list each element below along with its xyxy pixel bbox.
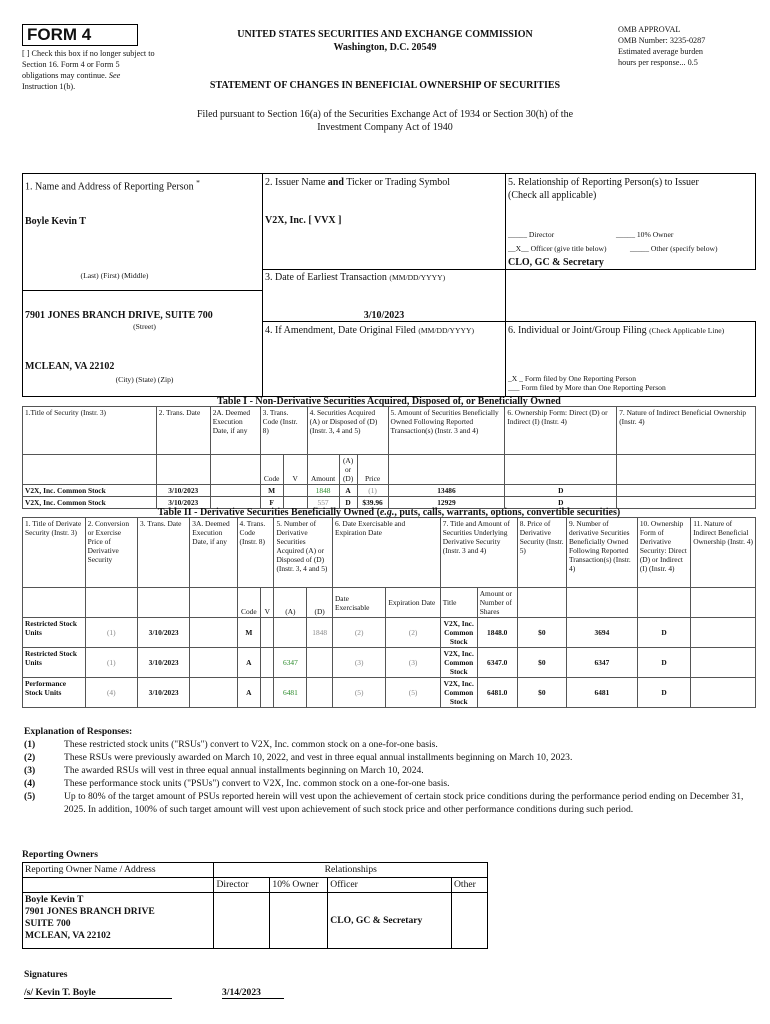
t2-sub-title: Title bbox=[440, 588, 477, 618]
explanation-of-responses bbox=[24, 725, 754, 816]
owners-col-name: Reporting Owner Name / Address bbox=[23, 863, 214, 878]
t2-sub-d: (D) bbox=[307, 588, 333, 618]
table-row bbox=[23, 893, 488, 949]
earliest-transaction-date: 3/10/2023 bbox=[363, 310, 405, 321]
table1-title: Table I - Non-Derivative Securities Acquired, Disposed of, or Beneficially Owned bbox=[217, 396, 561, 407]
statement-title: STATEMENT OF CHANGES IN BENEFICIAL OWNERSHIP OF SECURITIES bbox=[209, 80, 561, 91]
t2-sub-amount: Amount or Number of Shares bbox=[477, 588, 517, 618]
name-parts-label: (Last) (First) (Middle) bbox=[80, 271, 149, 280]
footnote-1: (1) These restricted stock units ("RSUs") convert to V2X, Inc. common stock on a one-for-one basis. bbox=[24, 739, 438, 750]
table-row: V2X, Inc. Common Stock 3/10/2023 M 1848 A (1) 13486 D bbox=[23, 485, 756, 497]
one-person-checkbox[interactable]: _X _ Form filed by One Reporting Person bbox=[508, 374, 637, 383]
t2-header-owned: 9. Number of derivative Securities Beneficially Owned Following Reported Transaction(s) (Instr. 4) bbox=[567, 518, 638, 588]
street-label: (Street) bbox=[133, 322, 156, 331]
t2-sub-code: Code bbox=[237, 588, 261, 618]
signatures-title: Signatures bbox=[24, 969, 68, 980]
box4-label: 4. If Amendment, Date Original Filed (MM/DD/YYYY) bbox=[265, 325, 474, 336]
divider bbox=[22, 290, 263, 291]
t1-sub-price: Price bbox=[357, 455, 388, 485]
owners-col-officer: Officer bbox=[328, 878, 452, 893]
t2-sub-v: V bbox=[261, 588, 274, 618]
reporting-owners-title: Reporting Owners bbox=[22, 849, 98, 860]
t2-sub-exercisable: Date Exercisable bbox=[332, 588, 385, 618]
footnote-5: (5) Up to 80% of the target amount of PSUs reported herein will vest upon the achievement of certain stock price conditions during the performance period ending on December 31, 2025. In addition, 100% of such target amount will vest upon achievement of such stock price and other performance conditions during such period. bbox=[24, 791, 744, 815]
table1-non-derivative bbox=[22, 406, 756, 509]
t2-sub-expiration: Expiration Date bbox=[386, 588, 440, 618]
t2-header-title: 1. Title of Derivate Security (Instr. 3) bbox=[23, 518, 86, 588]
t1-header-owned: 5. Amount of Securities Beneficially Owned Following Reported Transaction(s) (Instr. 3 and 4) bbox=[388, 407, 505, 455]
officer-title: CLO, GC & Secretary bbox=[508, 257, 604, 268]
director-checkbox[interactable]: _____ Director bbox=[508, 230, 555, 239]
box5-label: 5. Relationship of Reporting Person(s) to Issuer bbox=[508, 177, 699, 188]
t1-sub-amount: Amount bbox=[307, 455, 339, 485]
t1-header-deemed: 2A. Deemed Execution Date, if any bbox=[210, 407, 260, 455]
t2-header-dates: 6. Date Exercisable and Expiration Date bbox=[332, 518, 440, 588]
table-row: V2X, Inc. Common Stock 3/10/2023 F 557 D $39.96 12929 D bbox=[23, 497, 756, 509]
t1-header-date: 2. Trans. Date bbox=[156, 407, 210, 455]
form-title: FORM 4 bbox=[22, 24, 138, 46]
t1-header-acquired: 4. Securities Acquired (A) or Disposed of (D) (Instr. 3, 4 and 5) bbox=[307, 407, 388, 455]
box2-label: 2. Issuer Name and Ticker or Trading Symbol bbox=[265, 177, 451, 188]
t1-header-code: 3. Trans. Code (Instr. 8) bbox=[260, 407, 307, 455]
issuer-name: V2X, Inc. [ VVX ] bbox=[265, 215, 342, 226]
city-state-zip: MCLEAN, VA 22102 bbox=[25, 361, 115, 372]
owners-col-director: Director bbox=[214, 878, 270, 893]
t1-sub-code: Code bbox=[260, 455, 283, 485]
table-row: Performance Stock Units (4) 3/10/2023 A 6481 (5) (5) V2X, Inc. Common Stock 6481.0 $0 6481 D bbox=[23, 678, 756, 708]
footnote-4: (4) These performance stock units ("PSUs") convert to V2X, Inc. common stock on a one-for-one basis. bbox=[24, 778, 450, 789]
street-address: 7901 JONES BRANCH DRIVE, SUITE 700 bbox=[25, 310, 213, 321]
t2-header-nature: 11. Nature of Indirect Beneficial Ownership (Instr. 4) bbox=[691, 518, 756, 588]
t2-header-date: 3. Trans. Date bbox=[137, 518, 189, 588]
explanation-title: Explanation of Responses: bbox=[24, 726, 133, 737]
ten-percent-owner-checkbox[interactable]: _____ 10% Owner bbox=[616, 230, 674, 239]
t2-header-conversion: 2. Conversion or Exercise Price of Derivative Security bbox=[85, 518, 137, 588]
table2-derivative bbox=[22, 517, 756, 708]
t2-sub-a: (A) bbox=[274, 588, 307, 618]
t1-header-title: 1.Title of Security (Instr. 3) bbox=[23, 407, 157, 455]
reporting-owners-table bbox=[22, 862, 488, 949]
reporting-person-name: Boyle Kevin T bbox=[25, 216, 86, 227]
footnote-3: (3) The awarded RSUs will vest in three equal annual installments beginning on March 10, 2024. bbox=[24, 765, 424, 776]
t2-header-deemed: 3A. Deemed Execution Date, if any bbox=[190, 518, 237, 588]
t2-header-price: 8. Price of Derivative Security (Instr. 5) bbox=[517, 518, 566, 588]
t1-header-form: 6. Ownership Form: Direct (D) or Indirect (I) (Instr. 4) bbox=[505, 407, 617, 455]
section16-check-note: [ ] Check this box if no longer subject to Section 16. Form 4 or Form 5 obligations may continue. See Instruction 1(b). bbox=[22, 49, 155, 91]
table-row: Restricted Stock Units (1) 3/10/2023 A 6347 (3) (3) V2X, Inc. Common Stock 6347.0 $0 6347 D bbox=[23, 648, 756, 678]
owners-col-other: Other bbox=[452, 878, 488, 893]
t2-header-underlying: 7. Title and Amount of Securities Underlying Derivative Security (Instr. 3 and 4) bbox=[440, 518, 517, 588]
t1-sub-v: V bbox=[283, 455, 307, 485]
t2-header-form: 10. Ownership Form of Derivative Security: Direct (D) or Indirect (I) (Instr. 4) bbox=[637, 518, 690, 588]
footnote-2: (2) These RSUs were previously awarded on March 10, 2022, and vest in three equal annual installments beginning on March 10, 2023. bbox=[24, 752, 573, 763]
box6-label: 6. Individual or Joint/Group Filing (Check Applicable Line) bbox=[508, 325, 725, 336]
omb-approval: OMB APPROVAL OMB Number: 3235-0287 Estimated average burden hours per response... 0.5 bbox=[618, 25, 706, 67]
city-label: (City) (State) (Zip) bbox=[115, 375, 174, 384]
signature-date: 3/14/2023 bbox=[222, 987, 284, 999]
t1-sub-ad: (A) or (D) bbox=[339, 455, 357, 485]
owner-address: Boyle Kevin T 7901 JONES BRANCH DRIVE SUITE 700 MCLEAN, VA 22102 bbox=[23, 893, 214, 949]
owner-officer-title: CLO, GC & Secretary bbox=[328, 893, 452, 949]
agency-title: UNITED STATES SECURITIES AND EXCHANGE COMMISSION Washington, D.C. 20549 bbox=[237, 29, 533, 53]
box1-label: 1. Name and Address of Reporting Person * bbox=[25, 178, 200, 193]
t2-header-number: 5. Number of Derivative Securities Acquired (A) or Disposed of (D) (Instr. 3, 4 and 5) bbox=[274, 518, 333, 588]
table-row: Restricted Stock Units (1) 3/10/2023 M 1848 (2) (2) V2X, Inc. Common Stock 1848.0 $0 3694 D bbox=[23, 618, 756, 648]
filed-pursuant: Filed pursuant to Section 16(a) of the Securities Exchange Act of 1934 or Section 30(h) of the Investment Company Act of 1940 bbox=[196, 109, 574, 133]
multiple-persons-checkbox[interactable]: ___ Form filed by More than One Reporting Person bbox=[508, 383, 666, 392]
owners-col-relationships: Relationships bbox=[214, 863, 488, 878]
box3-label: 3. Date of Earliest Transaction (MM/DD/YYYY) bbox=[265, 272, 446, 283]
signature-name: /s/ Kevin T. Boyle bbox=[24, 987, 172, 999]
t2-header-code: 4. Trans. Code (Instr. 8) bbox=[237, 518, 274, 588]
t1-header-nature: 7. Nature of Indirect Beneficial Ownership (Instr. 4) bbox=[617, 407, 756, 455]
officer-checkbox[interactable]: __X__ Officer (give title below) bbox=[508, 244, 607, 253]
owners-col-ten: 10% Owner bbox=[270, 878, 328, 893]
box5-label2: (Check all applicable) bbox=[508, 190, 597, 201]
other-checkbox[interactable]: _____ Other (specify below) bbox=[630, 244, 718, 253]
table2-title: Table II - Derivative Securities Beneficially Owned (e.g., puts, calls, warrants, options, convertible securities) bbox=[157, 507, 621, 518]
